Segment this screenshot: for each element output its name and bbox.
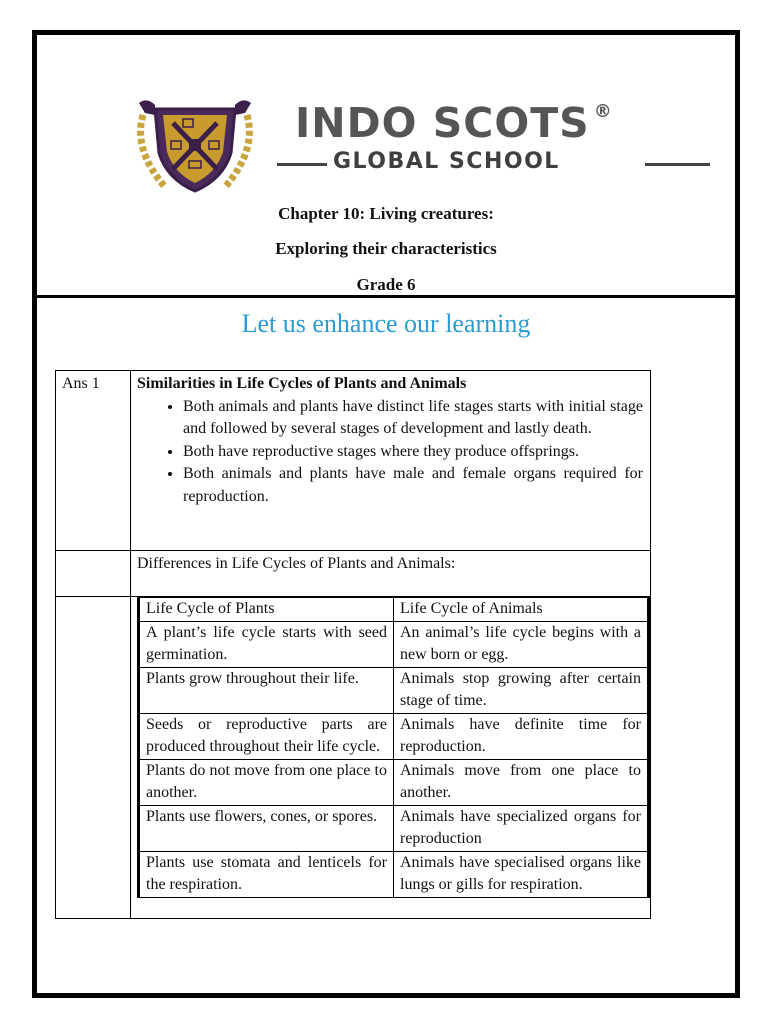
school-crest-icon <box>125 95 285 195</box>
table-row <box>140 667 648 713</box>
table-row <box>56 551 651 597</box>
list-item: • Both animals and plants have distinct life stages starts with initial stage and followed by several stages of development and lastly death. <box>183 396 643 441</box>
plants-cell: Plants use flowers, cones, or spores. <box>140 805 394 851</box>
table-row <box>140 621 648 667</box>
plants-cell: A plant’s life cycle starts with seed germination. <box>140 621 394 667</box>
table-row <box>56 597 651 919</box>
plants-cell: Plants do not move from one place to another. <box>140 759 394 805</box>
similarities-title: Similarities in Life Cycles of Plants and Animals <box>137 375 467 392</box>
table-row <box>140 713 648 759</box>
similarities-list <box>137 396 643 509</box>
chapter-title: Chapter 10: Living creatures: <box>278 204 494 223</box>
table-header-row <box>140 598 648 622</box>
answer-label: Ans 1 <box>56 371 131 551</box>
column-header-animals: Life Cycle of Animals <box>394 598 648 622</box>
differences-table <box>139 597 648 898</box>
school-subtitle: GLOBAL SCHOOL <box>333 149 560 174</box>
animals-cell: Animals have specialised organs like lungs or gills for respiration. <box>394 851 648 897</box>
differences-title: Differences in Life Cycles of Plants and Animals: <box>131 551 651 597</box>
animals-cell: Animals have definite time for reproduction. <box>394 713 648 759</box>
answer-table <box>55 370 651 919</box>
header-divider <box>37 295 735 298</box>
empty-cell <box>56 551 131 597</box>
table-row <box>56 371 651 551</box>
empty-cell <box>56 597 131 919</box>
plants-cell: Plants grow throughout their life. <box>140 667 394 713</box>
table-row <box>140 759 648 805</box>
list-item: • Both have reproductive stages where they produce offsprings. <box>183 441 643 464</box>
animals-cell: Animals move from one place to another. <box>394 759 648 805</box>
differences-table-frame <box>137 597 650 898</box>
logo-rule-right <box>645 163 710 166</box>
chapter-subtitle: Exploring their characteristics <box>275 239 497 258</box>
plants-cell: Seeds or reproductive parts are produced throughout their life cycle. <box>140 713 394 759</box>
school-name: INDO SCOTS ® <box>295 99 613 147</box>
section-title: Let us enhance our learning <box>241 309 531 338</box>
column-header-plants: Life Cycle of Plants <box>140 598 394 622</box>
registered-mark: ® <box>593 101 613 122</box>
animals-cell: Animals have specialized organs for reproduction <box>394 805 648 851</box>
grade-label: Grade 6 <box>356 275 416 294</box>
school-logo <box>125 95 715 195</box>
animals-cell: An animal’s life cycle begins with a new born or egg. <box>394 621 648 667</box>
similarities-cell <box>131 371 651 551</box>
animals-cell: Animals stop growing after certain stage of time. <box>394 667 648 713</box>
table-row <box>140 805 648 851</box>
logo-rule-left <box>277 163 327 166</box>
plants-cell: Plants use stomata and lenticels for the respiration. <box>140 851 394 897</box>
table-row <box>140 851 648 897</box>
differences-cell <box>131 597 651 919</box>
list-item: • Both animals and plants have male and female organs required for reproduction. <box>183 463 643 508</box>
